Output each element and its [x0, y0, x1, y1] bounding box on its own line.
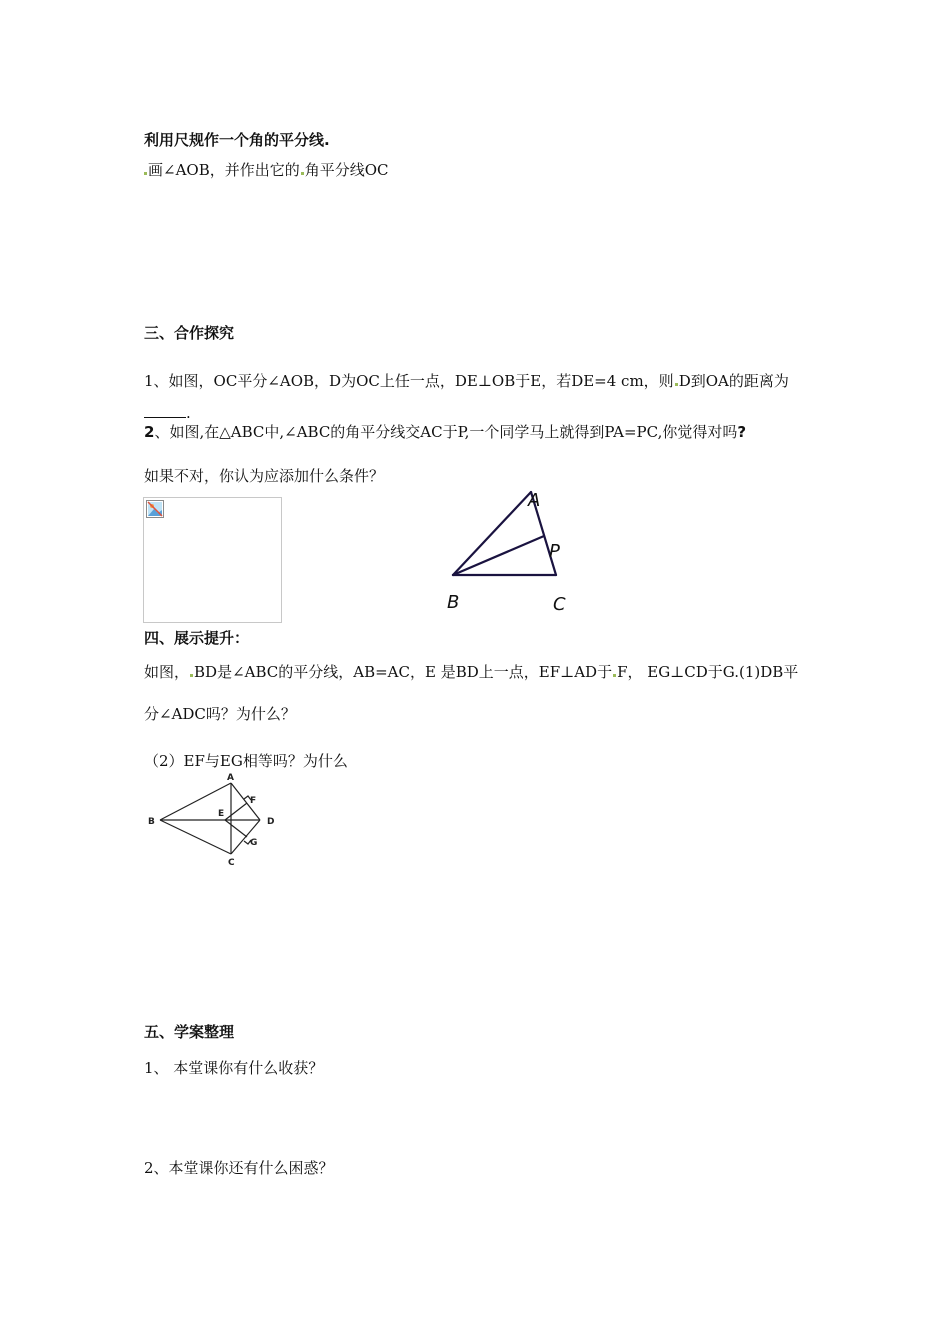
label-a: A: [528, 490, 541, 511]
question-2-mark: ?: [737, 423, 747, 441]
problem-text-c: F， EG⊥CD于G.(1)DB平: [617, 663, 799, 681]
label-c: C: [228, 858, 235, 868]
label-b: B: [447, 592, 460, 613]
label-d: D: [267, 817, 275, 827]
instruction-line: [143, 160, 389, 180]
problem-text-a: 如图，: [144, 663, 190, 681]
broken-image-placeholder: [143, 497, 282, 623]
segment-bc: [160, 820, 231, 854]
marker-dot: [613, 674, 616, 677]
kite-figure: [140, 768, 290, 868]
answer-blank: [144, 403, 186, 418]
section-heading-summary: 五、学案整理: [144, 1023, 235, 1041]
problem-line2: 分∠ADC吗？为什么？: [144, 705, 296, 723]
label-c: C: [553, 594, 566, 615]
triangle-abc-figure: [430, 480, 590, 620]
question-2-line1: [144, 422, 746, 442]
question-2-number: 2: [144, 423, 155, 441]
label-b: B: [148, 817, 155, 827]
section-title-angle-bisector: 利用尺规作一个角的平分线.: [144, 131, 330, 149]
label-f: F: [250, 796, 257, 806]
label-a: A: [227, 773, 234, 783]
section-heading-display: 四、展示提升：: [144, 629, 250, 647]
segment-ef: [225, 803, 247, 820]
segment-cd: [231, 820, 260, 854]
summary-question-2: 2、本堂课你还有什么困惑？: [144, 1159, 334, 1177]
question-2-line2: 如果不对，你认为应添加什么条件？: [144, 467, 385, 485]
summary-question-1: 1、 本堂课你有什么收获？: [144, 1059, 324, 1077]
marker-dot: [675, 383, 678, 386]
bisector-bp: [453, 536, 544, 575]
label-g: G: [250, 838, 258, 848]
segment-ba: [453, 492, 531, 575]
question-1-text-b: D到OA的距离为: [678, 372, 789, 390]
question-1-end: .: [186, 404, 191, 422]
section-heading-cooperative-inquiry: 三、合作探究: [144, 324, 235, 342]
instruction-text-b: 角平分线OC: [304, 161, 389, 179]
broken-image-icon: [146, 500, 164, 518]
question-1-answer-line: [144, 403, 191, 423]
problem-line1: [144, 662, 798, 682]
problem-text-b: BD是∠ABC的平分线，AB=AC，E 是BD上一点，EF⊥AD于: [194, 663, 613, 681]
marker-dot: [144, 172, 147, 175]
question-1-text-a: 1、如图，OC平分∠AOB，D为OC上任一点，DE⊥OB于E，若DE=4 cm，则: [144, 372, 674, 390]
question-2-text: 、如图,在△ABC中,∠ABC的角平分线交AC于P,一个同学马上就得到PA=PC,你觉得对吗: [154, 423, 738, 441]
marker-dot: [190, 674, 193, 677]
segment-eg: [225, 820, 247, 837]
instruction-text-a: 画∠AOB，并作出它的: [148, 161, 300, 179]
label-e: E: [218, 809, 225, 819]
problem-line3: （2）EF与EG相等吗？为什么: [144, 752, 348, 770]
question-1-line1: [144, 371, 789, 391]
label-p: P: [549, 541, 560, 562]
marker-dot: [301, 172, 304, 175]
